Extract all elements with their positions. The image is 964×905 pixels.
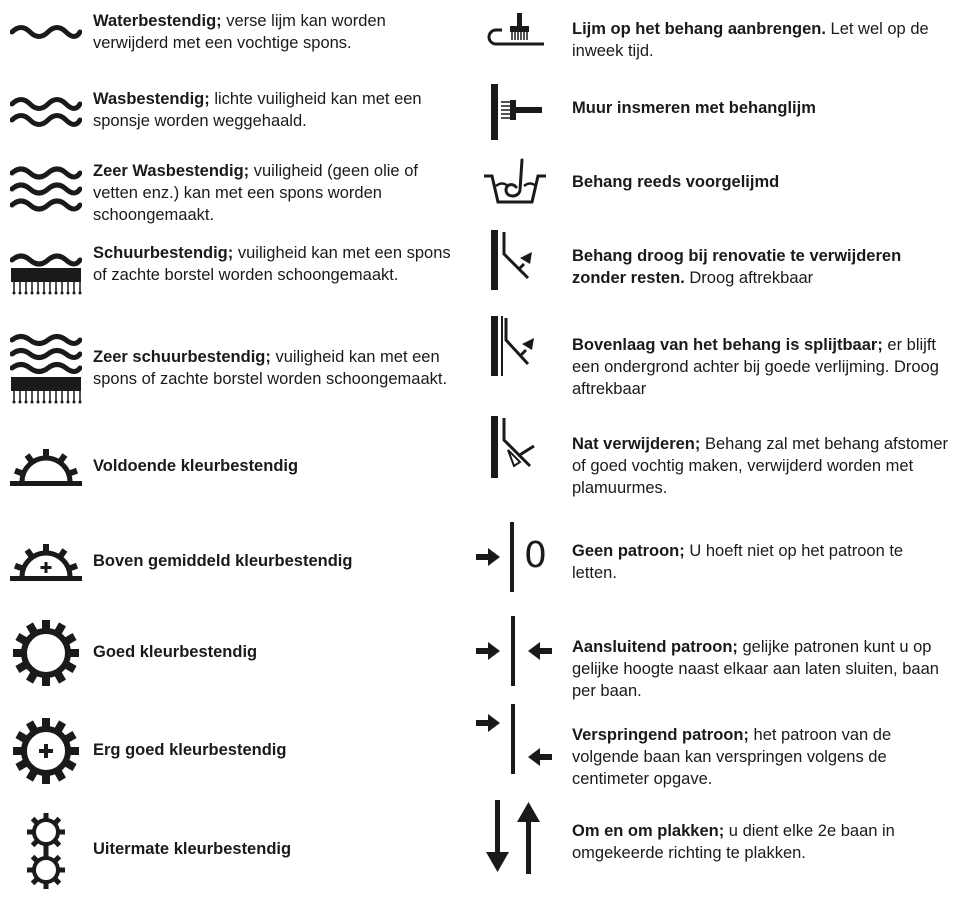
legend-text: Muur insmeren met behanglijm <box>572 99 816 117</box>
sun-plus-icon <box>11 716 81 786</box>
legend-text: Geen patroon; U hoeft niet op het patroon te letten. <box>572 542 904 582</box>
legend-text: Goed kleurbestendig <box>93 643 258 661</box>
legend-text: Zeer Wasbestendig; vuiligheid (geen olie of vetten enz.) kan met een spons worden schoongemaakt. <box>93 162 418 224</box>
legend-text: Behang droog bij renovatie te verwijderen zonder resten. Droog aftrekbaar <box>572 247 902 287</box>
legend-text: Nat verwijderen; Behang zal met behang afstomer of goed vochtig maken, verwijderd worden met plamuurmes. <box>572 435 949 497</box>
very-scrubbable-icon <box>10 333 82 407</box>
half-sun-icon <box>10 448 82 488</box>
legend-text: Zeer schuurbestendig; vuiligheid kan met een spons of zachte borstel worden schoongemaakt. <box>93 348 448 388</box>
peelable-icon <box>490 316 550 376</box>
paste-wall-icon <box>490 84 546 140</box>
wet-removable-icon <box>490 416 550 478</box>
legend-text: Voldoende kleurbestendig <box>93 457 299 475</box>
double-sun-icon <box>24 812 68 892</box>
washable-waves-icon <box>10 95 82 129</box>
reverse-hanging-icon <box>484 800 544 874</box>
legend-text: Boven gemiddeld kleurbestendig <box>93 552 353 570</box>
scrubbable-icon <box>10 252 82 298</box>
legend-text: Erg goed kleurbestendig <box>93 741 287 759</box>
half-sun-plus-icon <box>10 543 82 583</box>
water-resistant-wave-icon <box>10 22 82 42</box>
legend-text: Bovenlaag van het behang is splijtbaar; er blijft een ondergrond achter bij goede verlijming. Droog aftrekbaar <box>572 336 939 398</box>
prepasted-icon <box>482 156 548 206</box>
very-washable-waves-icon <box>10 165 82 213</box>
legend-text: Behang reeds voorgelijmd <box>572 173 780 191</box>
legend-text: Waterbestendig; verse lijm kan worden verwijderd met een vochtige spons. <box>93 12 386 52</box>
zero-label: 0 <box>524 535 547 576</box>
legend-text: Wasbestendig; lichte vuiligheid kan met een sponsje worden weggehaald. <box>93 90 422 130</box>
sun-icon <box>11 618 81 688</box>
paste-paper-icon <box>484 12 546 48</box>
legend-text: Schuurbestendig; vuiligheid kan met een spons of zachte borstel worden schoongemaakt. <box>93 244 451 284</box>
offset-match-icon <box>476 704 554 774</box>
strippable-icon <box>490 230 550 290</box>
legend-text: Uitermate kleurbestendig <box>93 840 292 858</box>
legend-text: Aansluitend patroon; gelijke patronen kunt u op gelijke hoogte naast elkaar aan laten sluiten, baan per baan. <box>572 638 939 700</box>
legend-text: Lijm op het behang aanbrengen. Let wel op de inweek tijd. <box>572 20 929 60</box>
straight-match-icon <box>476 616 554 686</box>
legend-text: Om en om plakken; u dient elke 2e baan in omgekeerde richting te plakken. <box>572 822 895 862</box>
no-pattern-match-icon <box>476 522 556 592</box>
legend-text: Verspringend patroon; het patroon van de volgende baan kan verspringen volgens de centimeter opgave. <box>572 726 892 788</box>
